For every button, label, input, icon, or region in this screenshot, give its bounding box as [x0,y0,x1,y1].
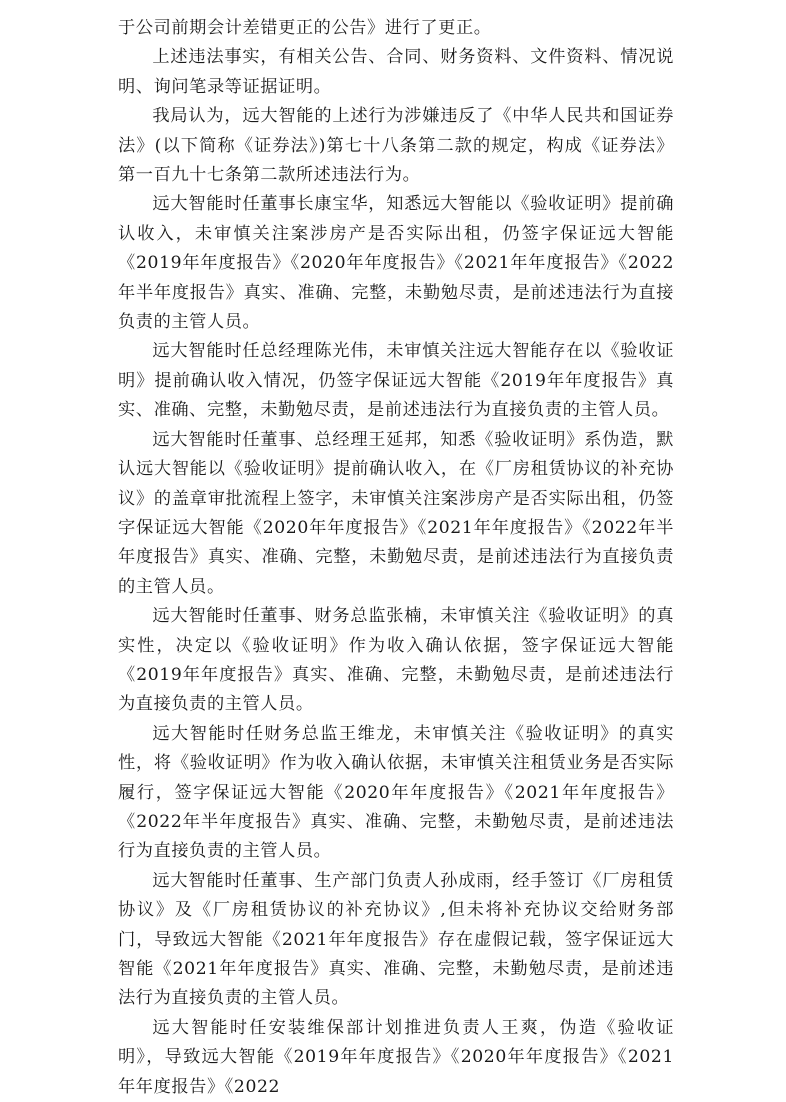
paragraph-wang-shuang: 远大智能时任安装维保部计划推进负责人王爽，伪造《验收证明》，导致远大智能《2019年年度报告》《2020年年度报告》《2021年年度报告》《2022 [118,1017,674,1097]
paragraph-correction-note: 于公司前期会计差错更正的公告》进行了更正。 [118,18,492,38]
paragraph-chairman-kang: 远大智能时任董事长康宝华，知悉远大智能以《验收证明》提前确认收入，未审慎关注案涉房产是否实际出租，仍签字保证远大智能《2019年年度报告》《2020年年度报告》《2021年年度报告》《2022年半年度报告》真实、准确、完整，未勤勉尽责，是前述违法行为直接负责的主管人员。 [118,194,674,333]
paragraph-gm-chen: 远大智能时任总经理陈光伟，未审慎关注远大智能存在以《验收证明》提前确认收入情况，仍签字保证远大智能《2019年年度报告》真实、准确、完整，未勤勉尽责，是前述违法行为直接负责的主管人员。 [118,341,674,421]
paragraph-legal-finding: 我局认为，远大智能的上述行为涉嫌违反了《中华人民共和国证券法》(以下简称《证券法》)第七十八条第二款的规定，构成《证券法》第一百九十七条第二款所述违法行为。 [118,106,674,186]
paragraph-evidence: 上述违法事实，有相关公告、合同、财务资料、文件资料、情况说明、询问笔录等证据证明。 [118,47,674,97]
paragraph-director-wang-yanbang: 远大智能时任董事、总经理王延邦，知悉《验收证明》系伪造，默认远大智能以《验收证明》提前确认收入，在《厂房租赁协议的补充协议》的盖章审批流程上签字，未审慎关注案涉房产是否实际出租，仍签字保证远大智能《2020年年度报告》《2021年年度报告》《2022年半年度报告》真实、准确、完整，未勤勉尽责，是前述违法行为直接负责的主管人员。 [118,429,674,597]
document-page [118,14,674,1102]
paragraph-director-sun: 远大智能时任董事、生产部门负责人孙成雨，经手签订《厂房租赁协议》及《厂房租赁协议的补充协议》,但未将补充协议交给财务部门，导致远大智能《2021年年度报告》存在虚假记载，签字保证远大智能《2021年年度报告》真实、准确、完整，未勤勉尽责，是前述违法行为直接负责的主管人员。 [118,870,674,1009]
paragraph-cfo-wang-weilong: 远大智能时任财务总监王维龙，未审慎关注《验收证明》的真实性，将《验收证明》作为收入确认依据，未审慎关注租赁业务是否实际履行，签字保证远大智能《2020年年度报告》《2021年年度报告》《2022年半年度报告》真实、准确、完整，未勤勉尽责，是前述违法行为直接负责的主管人员。 [118,723,674,862]
paragraph-cfo-zhang: 远大智能时任董事、财务总监张楠，未审慎关注《验收证明》的真实性，决定以《验收证明》作为收入确认依据，签字保证远大智能《2019年年度报告》真实、准确、完整，未勤勉尽责，是前述违法行为直接负责的主管人员。 [118,606,674,715]
